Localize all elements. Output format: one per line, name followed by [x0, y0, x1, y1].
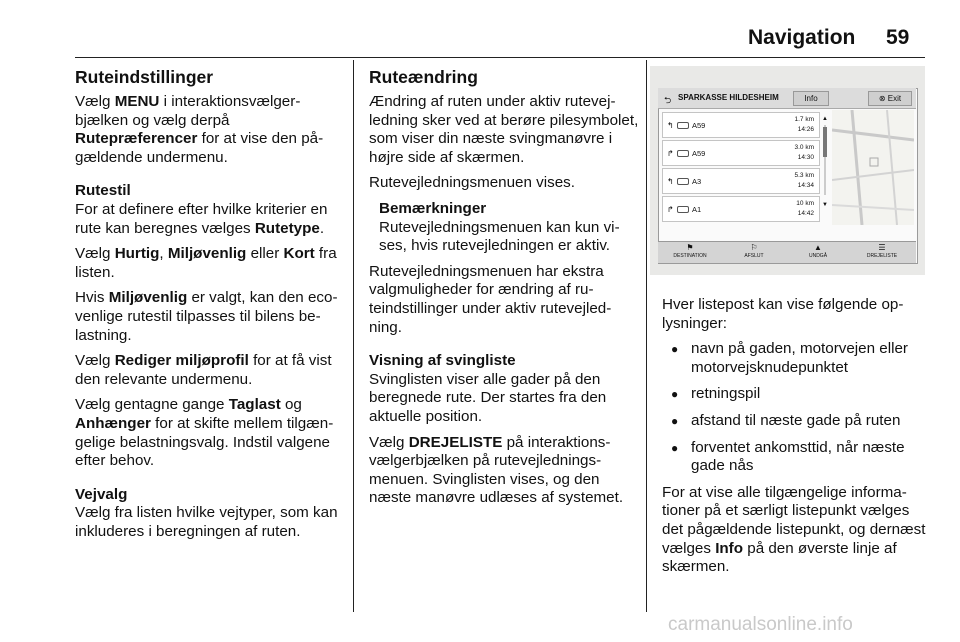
watermark: carmanualsonline.info — [668, 614, 853, 635]
column-2 — [369, 66, 639, 515]
paragraph: Vælg Hurtig, Miljøvenlig eller Kort fra listen. — [75, 245, 337, 281]
list-item: ● forventet ankomsttid, når næste gade nås — [662, 439, 926, 476]
avoid-button[interactable]: ▲ UNDGÅ — [786, 242, 850, 263]
arrival-time: 14:42 — [797, 210, 814, 217]
column-3 — [662, 296, 926, 584]
warning-icon: ▲ — [814, 243, 822, 252]
column-1 — [75, 66, 347, 548]
column-divider — [353, 60, 354, 612]
map-roads — [832, 110, 914, 225]
road-shield-icon — [677, 178, 689, 185]
arrival-time: 14:34 — [797, 182, 814, 189]
list-item[interactable] — [662, 168, 820, 194]
paragraph: Vælg gentagne gange Taglast og Anhænger for at skifte mellem tilgængelige belastningsvalg. Indstil valgene efter behov. — [75, 396, 334, 470]
list-item[interactable] — [662, 196, 820, 222]
turn-arrow-icon: ↱ — [667, 205, 674, 214]
end-guidance-button[interactable]: ⚐ AFSLUT — [722, 242, 786, 263]
road-name: A3 — [692, 177, 702, 186]
arrival-time: 14:30 — [797, 154, 814, 161]
paragraph: For at vise alle tilgængelige informationer på et særligt listepunkt vælges det pågældende listepunkt, og dernæst vælges Info på den øverste linje af skærmen. — [662, 483, 926, 576]
flag-cross-icon: ⚐ — [750, 243, 758, 252]
turn-arrow-icon: ↰ — [667, 121, 674, 130]
list-item: ● navn på gaden, motorvejen eller motorvejsknudepunktet — [662, 340, 926, 377]
paragraph: Rutevejledningsmenuen vises. — [369, 174, 575, 192]
back-arrow-icon[interactable]: ⮌ — [664, 95, 672, 105]
list-item[interactable] — [662, 140, 820, 166]
road-name: A59 — [692, 121, 706, 130]
road-shield-icon — [677, 206, 689, 213]
paragraph: Svinglisten viser alle gader på den beregnede rute. Der startes fra den aktuelle position. — [369, 370, 607, 425]
note-title: Bemærkninger — [379, 199, 487, 217]
paragraph: For at definere efter hvilke kriterier en rute kan beregnes vælges Rutetype. — [75, 200, 328, 237]
heading-ruteaendring: Ruteændring — [369, 67, 478, 87]
exit-button[interactable]: ⊗ Exit — [868, 91, 912, 106]
distance: 3.0 km — [794, 144, 814, 151]
scroll-thumb[interactable] — [823, 127, 827, 157]
section-title: Navigation — [748, 26, 856, 49]
distance: 5.3 km — [794, 172, 814, 179]
page-number: 59 — [886, 26, 910, 49]
paragraph: Vælg MENU i interaktionsvælgerbjælken og vælg derpå Rutepræferencer for at vise den pågældende undermenu. — [75, 93, 324, 166]
list-scrollbar[interactable] — [822, 116, 828, 216]
screen-topbar — [658, 88, 916, 109]
list-item: ● retningspil — [662, 385, 926, 404]
paragraph: Rutevejledningsmenuen har ekstra valgmuligheder for ændring af ruteindstillinger under aktiv rutevejledning. — [369, 262, 612, 336]
scroll-down-icon[interactable]: ▼ — [822, 202, 828, 208]
map-view[interactable] — [832, 110, 914, 225]
distance: 1.7 km — [794, 116, 814, 123]
turn-list-button[interactable]: ☰ DREJELISTE — [850, 242, 914, 263]
bullet-list — [662, 340, 926, 476]
paragraph: Hver listepost kan vise følgende oplysninger: — [662, 296, 904, 332]
paragraph: Vælg DREJELISTE på interaktionsvælgerbjælken på rutevejledningsmenuen. Svinglisten vises, og den næste manøvre udlæses af systemet. — [369, 433, 624, 507]
distance: 10 km — [796, 200, 814, 207]
column-divider — [646, 60, 647, 612]
list-item[interactable] — [662, 112, 820, 138]
road-name: A1 — [692, 205, 702, 214]
interaction-selector-bar — [658, 241, 916, 263]
note-text: Rutevejledningsmenuen kan kun vises, hvis rutevejledningen er aktiv. — [379, 218, 620, 255]
destination-button[interactable]: ⚑ DESTINATION — [658, 242, 722, 263]
arrival-time: 14:26 — [797, 126, 814, 133]
info-button[interactable]: Info — [793, 91, 829, 106]
paragraph: Vælg Rediger miljøprofil for at få vist den relevante undermenu. — [75, 352, 332, 388]
turn-list — [662, 112, 820, 224]
header-rule — [75, 57, 925, 58]
destination-title: SPARKASSE HILDESHEIM — [678, 93, 779, 102]
heading-ruteindstillinger: Ruteindstillinger — [75, 67, 214, 87]
flag-icon: ⚑ — [686, 243, 694, 252]
navigation-screenshot — [650, 66, 925, 275]
paragraph: Ændring af ruten under aktiv rutevejledning sker ved at berøre pilesymbolet, som viser din næste svingmanøvre i højre side af skærmen. — [369, 93, 639, 166]
turn-list-icon: ☰ — [878, 243, 886, 252]
list-item: ● afstand til næste gade på ruten — [662, 412, 926, 431]
note-box — [369, 200, 639, 256]
road-name: A59 — [692, 149, 706, 158]
subheading-rutestil: Rutestil — [75, 182, 131, 200]
road-shield-icon — [677, 150, 689, 157]
road-shield-icon — [677, 122, 689, 129]
subheading-visning-af-svingliste: Visning af svingliste — [369, 352, 516, 370]
subheading-vejvalg: Vejvalg — [75, 485, 128, 503]
scroll-up-icon[interactable]: ▲ — [822, 116, 828, 122]
turn-arrow-icon: ↱ — [667, 149, 674, 158]
turn-arrow-icon: ↰ — [667, 177, 674, 186]
paragraph: Hvis Miljøvenlig er valgt, kan den ecovenlige rutestil tilpasses til bilens belastning. — [75, 289, 338, 344]
paragraph: Vælg fra listen hvilke vejtyper, som kan inkluderes i beregningen af ruten. — [75, 504, 338, 540]
